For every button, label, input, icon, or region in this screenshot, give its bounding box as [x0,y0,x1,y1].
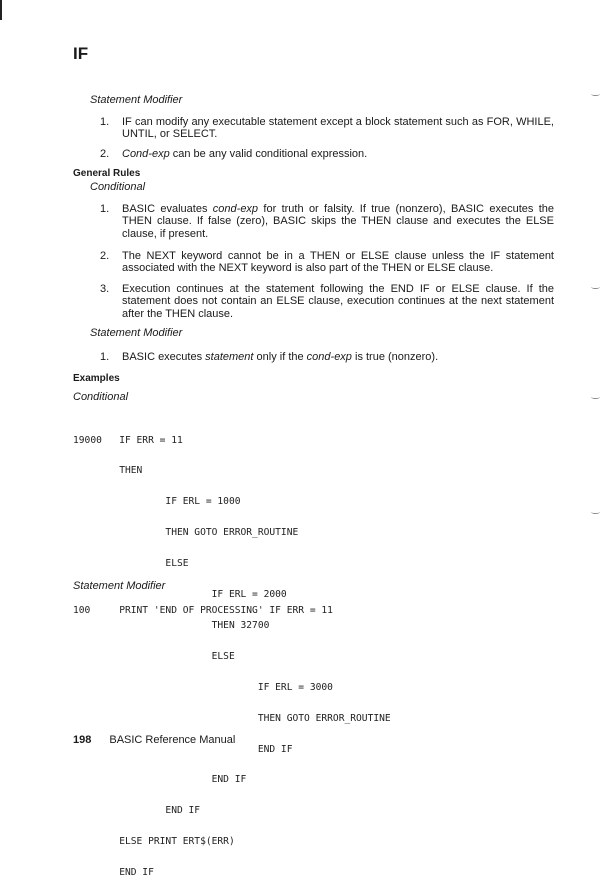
item-number: 3. [100,283,110,295]
section-heading-examples: Examples [73,373,120,384]
subheading-statement-modifier: Statement Modifier [90,327,183,339]
subheading-statement-modifier: Statement Modifier [90,94,183,106]
term: cond-exp [306,351,352,363]
code-line: ELSE [73,650,235,662]
code-line: IF ERL = 1000 [73,496,241,508]
item-text: The NEXT keyword cannot be in a THEN or ELSE clause unless the IF statement associated with the NEXT keyword is also part of the THEN or ELSE clause. [122,250,554,275]
list-item [100,148,554,160]
code-example-modifier: 100 PRINT 'END OF PROCESSING' IF ERR = 11 [73,605,333,616]
text: BASIC executes [122,351,206,363]
page-footer [73,734,235,746]
code-line: THEN [73,465,143,477]
margin-mark [591,510,600,514]
item-number: 2. [100,148,110,160]
code-line: END IF [73,867,154,879]
subheading-statement-modifier: Statement Modifier [73,580,166,592]
text: BASIC evaluates [122,203,213,215]
term: Cond-exp [122,148,170,160]
text: for truth or falsity. If true (nonzero), BASIC executes the THEN clause. If false (zero), BASIC skips the THEN clause and executes the ELSE clause, if present. [122,203,555,240]
section-heading-general-rules: General Rules [73,168,141,179]
page-title: IF [73,44,89,63]
item-number: 1. [100,203,110,215]
code-line: END IF [73,774,247,786]
item-number: 1. [100,351,110,363]
item-number: 1. [100,116,110,128]
list-item [100,283,554,320]
item-number: 2. [100,250,110,262]
margin-mark [591,285,600,289]
item-text [122,203,554,240]
list-item [100,351,554,363]
code-line: THEN GOTO ERROR_ROUTINE [73,712,391,724]
margin-mark [591,92,600,96]
code-line: ELSE [73,558,189,570]
code-line: END IF [73,805,201,817]
text: is true (nonzero). [351,351,439,363]
item-text: IF can modify any executable statement except a block statement such as FOR, WHILE, UNTIL, or SELECT. [122,116,554,141]
code-example-conditional [73,415,391,889]
text: only if the [253,351,307,363]
code-line: ELSE PRINT ERT$(ERR) [73,836,235,848]
code-line: THEN GOTO ERROR_ROUTINE [73,527,299,539]
subheading-conditional: Conditional [73,391,129,403]
list-item [100,116,554,141]
code-line: IF ERL = 3000 [73,681,333,693]
term: statement [205,351,254,363]
code-line: END IF [73,743,293,755]
margin-mark [591,395,600,399]
list-item [100,250,554,275]
page-number: 198 [73,734,92,746]
text: can be any valid conditional expression. [169,148,368,160]
term: cond-exp [212,203,259,215]
list-item [100,203,554,240]
code-line: 19000 IF ERR = 11 [73,434,183,446]
item-text: Execution continues at the statement following the END IF or ELSE clause. If the statement does not contain an ELSE clause, execution continues at the next statement after the THEN clause. [122,283,554,320]
manual-title: BASIC Reference Manual [109,734,236,746]
margin-mark [0,0,2,20]
item-text [122,148,554,160]
item-text [122,351,554,363]
subheading-conditional: Conditional [90,181,146,193]
code-line: THEN 32700 [73,619,270,631]
code-line: IF ERL = 2000 [73,589,287,601]
